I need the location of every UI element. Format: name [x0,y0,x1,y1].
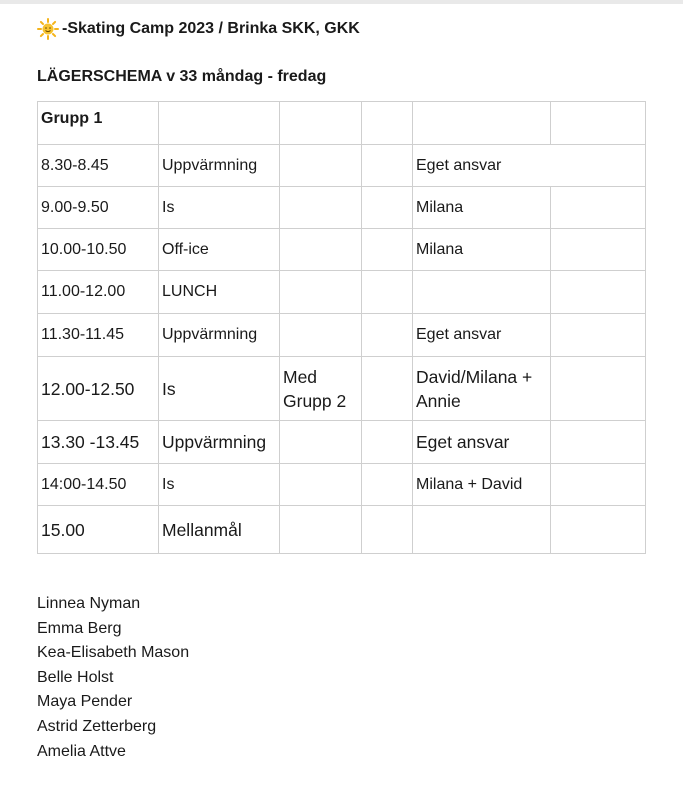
empty-cell [551,357,646,421]
coach-cell [413,271,551,314]
schedule-subtitle: LÄGERSCHEMA v 33 måndag - fredag [37,68,327,85]
with-cell [280,314,362,357]
table-row [38,506,646,554]
coach-cell: Milana [413,187,551,229]
table-row [38,464,646,506]
document-title [37,18,360,40]
table-header-row [38,102,646,145]
activity-cell: Uppvärmning [159,145,280,187]
coach-cell [413,506,551,554]
time-cell: 12.00-12.50 [38,357,159,421]
empty-cell [362,357,413,421]
activity-cell: Uppvärmning [159,421,280,464]
coach-cell: Eget ansvar [413,421,551,464]
empty-cell [413,102,551,145]
participant-list [37,592,189,764]
time-cell: 8.30-8.45 [38,145,159,187]
sun-icon [37,18,59,40]
table-row [38,357,646,421]
empty-cell [362,464,413,506]
title-text: -Skating Camp 2023 / Brinka SKK, GKK [62,20,360,37]
list-item: Astrid Zetterberg [37,717,157,735]
activity-cell: LUNCH [159,271,280,314]
with-cell [280,229,362,271]
list-item: Belle Holst [37,668,114,686]
activity-cell: Off-ice [159,229,280,271]
coach-cell: Eget ansvar [413,145,646,187]
empty-cell [362,271,413,314]
empty-cell [362,506,413,554]
empty-cell [362,421,413,464]
coach-cell: Milana [413,229,551,271]
with-cell [280,421,362,464]
activity-cell: Uppvärmning [159,314,280,357]
coach-cell: Milana + David [413,464,551,506]
empty-cell [362,187,413,229]
empty-cell [551,314,646,357]
table-row [38,145,646,187]
empty-cell [551,187,646,229]
activity-cell: Mellanmål [159,506,280,554]
empty-cell [159,102,280,145]
empty-cell [551,229,646,271]
list-item: Kea-Elisabeth Mason [37,644,190,662]
table-row [38,271,646,314]
time-cell: 13.30 -13.45 [38,421,159,464]
schedule-table [37,101,646,554]
list-item: Maya Pender [37,693,133,711]
empty-cell [362,102,413,145]
empty-cell [362,229,413,271]
with-cell [280,506,362,554]
empty-cell [551,421,646,464]
with-cell [280,145,362,187]
time-cell: 14:00-14.50 [38,464,159,506]
group-label: Grupp 1 [38,102,159,145]
empty-cell [280,102,362,145]
empty-cell [551,271,646,314]
with-cell: Med Grupp 2 [280,357,362,421]
with-cell [280,464,362,506]
empty-cell [551,506,646,554]
table-row [38,421,646,464]
activity-cell: Is [159,357,280,421]
with-cell [280,271,362,314]
empty-cell [362,145,413,187]
activity-cell: Is [159,187,280,229]
time-cell: 9.00-9.50 [38,187,159,229]
time-cell: 15.00 [38,506,159,554]
time-cell: 11.00-12.00 [38,271,159,314]
empty-cell [551,464,646,506]
table-row [38,187,646,229]
time-cell: 11.30-11.45 [38,314,159,357]
coach-cell: Eget ansvar [413,314,551,357]
time-cell: 10.00-10.50 [38,229,159,271]
top-edge [0,0,683,4]
table-row [38,229,646,271]
activity-cell: Is [159,464,280,506]
with-cell [280,187,362,229]
empty-cell [551,102,646,145]
empty-cell [362,314,413,357]
list-item: Linnea Nyman [37,595,141,612]
list-item: Emma Berg [37,619,122,637]
coach-cell: David/Milana + Annie [413,357,551,421]
table-row [38,314,646,357]
list-item: Amelia Attve [37,742,126,760]
